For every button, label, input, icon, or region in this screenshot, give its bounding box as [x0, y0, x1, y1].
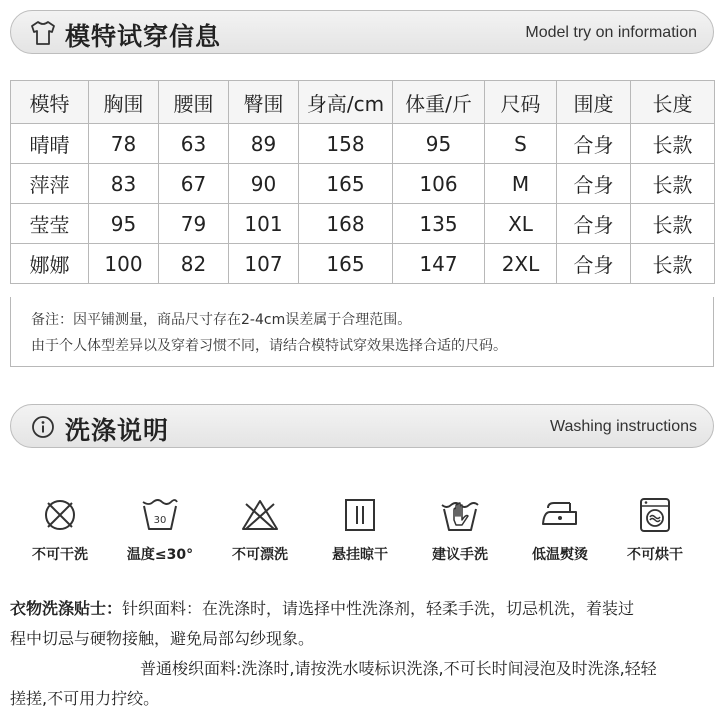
header-cell: 身高/cm	[299, 81, 393, 124]
wash-30-icon	[140, 496, 180, 534]
note-line: 由于个人体型差异以及穿着习惯不同，请结合模特试穿效果选择合适的尺码。	[31, 338, 507, 354]
table-cell: 100	[89, 244, 159, 284]
tips-line	[10, 594, 720, 624]
table-cell: 89	[229, 124, 299, 164]
model-info-header	[10, 10, 714, 54]
table-cell: 67	[159, 164, 229, 204]
table-cell: 萍萍	[11, 164, 89, 204]
wash-label: 建议手洗	[432, 547, 488, 563]
header-cell: 尺码	[485, 81, 557, 124]
table-cell: 2XL	[485, 244, 557, 284]
wash-item	[610, 496, 700, 564]
wash-info-subtitle: Washing instructions	[549, 418, 697, 435]
table-cell: 95	[89, 204, 159, 244]
hand-wash-icon	[440, 496, 480, 534]
header-cell: 长度	[631, 81, 715, 124]
table-cell: 90	[229, 164, 299, 204]
size-note	[10, 297, 714, 367]
wash-item	[115, 496, 205, 564]
header-cell: 胸围	[89, 81, 159, 124]
tshirt-icon	[29, 20, 57, 46]
table-cell: 晴晴	[11, 124, 89, 164]
table-cell: 长款	[631, 244, 715, 284]
table-cell: 合身	[557, 244, 631, 284]
table-cell: 82	[159, 244, 229, 284]
no-tumble-dry-icon	[635, 496, 675, 534]
wash-info-header	[10, 404, 714, 448]
table-cell: 合身	[557, 204, 631, 244]
table-cell: 79	[159, 204, 229, 244]
header-cell: 臀围	[229, 81, 299, 124]
hang-dry-icon	[340, 496, 380, 534]
table-cell: 147	[393, 244, 485, 284]
table-cell: 158	[299, 124, 393, 164]
header-cell: 模特	[11, 81, 89, 124]
wash-label: 低温熨烫	[532, 547, 588, 563]
table-cell: 莹莹	[11, 204, 89, 244]
table-cell: 106	[393, 164, 485, 204]
low-iron-icon	[540, 496, 580, 534]
tips-line: 普通梭织面料:洗涤时,请按洗水唛标识洗涤,不可长时间浸泡及时洗涤,轻轻	[140, 659, 657, 678]
wash-item	[215, 496, 305, 564]
table-cell: 95	[393, 124, 485, 164]
table-cell: 165	[299, 164, 393, 204]
table-cell: 合身	[557, 124, 631, 164]
model-info-title: 模特试穿信息	[65, 22, 222, 51]
info-icon	[29, 414, 57, 440]
no-bleach-icon	[240, 496, 280, 534]
wash-item	[515, 496, 605, 564]
table-cell: 101	[229, 204, 299, 244]
table-cell: 165	[299, 244, 393, 284]
wash-label: 不可干洗	[32, 547, 88, 563]
tips-line: 搓搓,不可用力拧绞。	[10, 689, 160, 708]
table-cell: 合身	[557, 164, 631, 204]
wash-icon-row	[10, 496, 714, 568]
table-cell: 107	[229, 244, 299, 284]
table-cell: M	[485, 164, 557, 204]
wash-label: 不可漂洗	[232, 547, 288, 563]
tips-text: 针织面料：在洗涤时，请选择中性洗涤剂，轻柔手洗，切忌机洗，着装过	[122, 599, 635, 618]
wash-item	[15, 496, 105, 564]
header-cell: 腰围	[159, 81, 229, 124]
washing-tips	[10, 594, 720, 714]
table-cell: 168	[299, 204, 393, 244]
model-info-subtitle: Model try on information	[525, 24, 697, 41]
table-row	[11, 244, 715, 284]
table-cell: 135	[393, 204, 485, 244]
tips-heading: 衣物洗涤贴士：	[10, 599, 123, 618]
wash-label: 温度≤30°	[126, 547, 194, 563]
table-cell: S	[485, 124, 557, 164]
wash-info-title: 洗涤说明	[65, 416, 170, 445]
no-dry-clean-icon	[40, 496, 80, 534]
table-cell: 83	[89, 164, 159, 204]
model-size-table	[10, 80, 715, 284]
wash-label: 不可烘干	[627, 547, 683, 563]
header-cell: 体重/斤	[393, 81, 485, 124]
table-row	[11, 204, 715, 244]
table-cell: XL	[485, 204, 557, 244]
wash-item	[315, 496, 405, 564]
tips-line: 程中切忌与硬物接触，避免局部勾纱现象。	[10, 629, 315, 648]
table-cell: 长款	[631, 204, 715, 244]
table-row	[11, 124, 715, 164]
table-cell: 长款	[631, 164, 715, 204]
table-cell: 娜娜	[11, 244, 89, 284]
table-header-row	[11, 81, 715, 124]
table-cell: 长款	[631, 124, 715, 164]
wash-item	[415, 496, 505, 564]
header-cell: 围度	[557, 81, 631, 124]
table-cell: 78	[89, 124, 159, 164]
wash-temp-text: 30	[153, 515, 167, 526]
table-row	[11, 164, 715, 204]
table-cell: 63	[159, 124, 229, 164]
note-line: 备注：因平铺测量，商品尺寸存在2-4cm误差属于合理范围。	[31, 312, 412, 328]
wash-label: 悬挂晾干	[332, 547, 388, 563]
